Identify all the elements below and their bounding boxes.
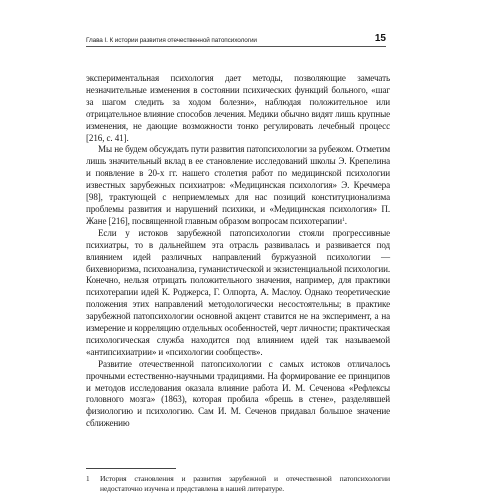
footnote [86, 474, 390, 494]
book-page [86, 30, 390, 493]
paragraph-4: Развитие отечественной патопсихологии с самых истоков отличалось прочными естественно-научными традициями. На формирование ее принципов и методов исследования оказала влияние работа И. М. Сеченова «Рефлексы головного мозга» (1863), которая пробила «брешь в стене», разделявшей физиологию и психологию. Сам И. М. Сеченов придавал большое значение сближению [86, 358, 390, 429]
chapter-title: Глава I. К истории развития отечественной патопсихологии [86, 37, 257, 44]
footnote-text: История становления и развития зарубежной и отечественной патопсихологии недостаточно изучена и представлена в нашей литературе. [100, 474, 390, 493]
paragraph-1: экспериментальная психология дает методы, позволяющие замечать незначительные изменения в состоянии психических функций больного, «шаг за шагом следить за ходом болезни», наблюдая положительное или отрицательное влияние способов лечения. Медики обычно видят лишь крупные изменения, не дающие возможности тонко регулировать лечебный процесс [216, с. 41]. [86, 73, 390, 143]
footnote-separator [86, 468, 176, 469]
footnote-number: 1 [86, 475, 90, 483]
body-text [86, 73, 390, 430]
paragraph-2: Мы не будем обсуждать пути развития патопсихологии за рубежом. Отметим лишь значительный вклад в ее становление исследований школы Э. Крепелина и появление в 20-х гг. нашего столетия работ по медицинской психологии известных зарубежных психиатров: «Медицинская психология» Э. Кречмера [98], трактующей с неприемлемых для нас позиций конституционализма проблемы развития и нарушений психики, и «Медицинская психология» П. Жане [216], посвященной главным образом вопросам психотерапии$^1$. [86, 144, 390, 226]
paragraph-3: Если у истоков зарубежной патопсихологии стояли прогрессивные психиатры, то в дальнейшем эта отрасль развивалась и развивается под влиянием идей различных направлений буржуазной психологии — бихевиоризма, психоанализа, гуманистической и экзистенциальной психологии. Конечно, нельзя отрицать положительного значения, например, для практики психотерапии идей К. Роджерса, Г. Олпорта, А. Маслоу. Однако теоретические положения этих направлений методологически несостоятельны; в практике зарубежной патопсихологии основной акцент ставится не на эксперимент, а на измерение и корреляцию отдельных особенностей, черт личности; практическая психологическая служба находится под влиянием идей так называемой «антипсихиатрии» и «психологии сообществ». [86, 227, 390, 357]
footnote-marker: 1 [342, 216, 345, 223]
paragraph-2-text: Мы не будем обсуждать пути развития патопсихологии за рубежом. Отметим лишь значительный вклад в ее становление исследований школы Э. Крепелина и появление в 20-х гг. нашего столетия работ по медицинской психологии известных зарубежных психиатров: «Медицинская психология» Э. Кречмера [98], трактующей с неприемлемых для нас позиций конституционализма проблемы развития и нарушений психики, и «Медицинская психология» П. Жане [216], посвященной главным образом вопросам психотерапии [86, 144, 390, 226]
page-number: 15 [374, 33, 386, 44]
running-header [86, 30, 386, 47]
